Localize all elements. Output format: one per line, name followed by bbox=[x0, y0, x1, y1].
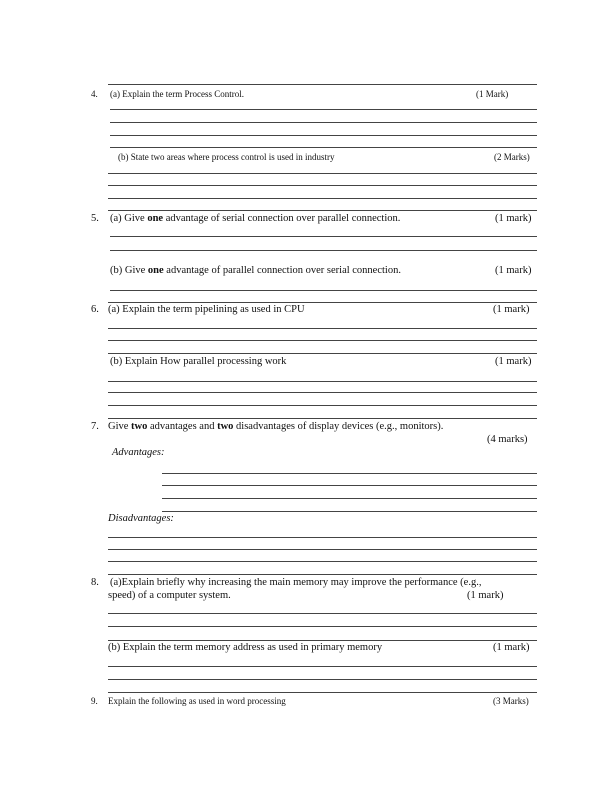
q5b-text: (b) Give one advantage of parallel connection over serial connection. bbox=[110, 265, 401, 276]
q9-marks: (3 Marks) bbox=[493, 696, 529, 706]
answer-line bbox=[108, 340, 537, 341]
q4a-text: (a) Explain the term Process Control. bbox=[110, 89, 244, 99]
q5b-marks: (1 mark) bbox=[495, 265, 532, 276]
q6b-text: (b) Explain How parallel processing work bbox=[110, 356, 287, 367]
answer-line bbox=[108, 210, 537, 211]
q5a-marks: (1 mark) bbox=[495, 213, 532, 224]
answer-line bbox=[110, 250, 537, 251]
answer-line bbox=[110, 109, 537, 110]
q6b-marks: (1 mark) bbox=[495, 356, 532, 367]
q4-number: 4. bbox=[91, 89, 98, 99]
q8a-marks: (1 mark) bbox=[467, 590, 504, 601]
q5-number: 5. bbox=[91, 213, 99, 224]
answer-line bbox=[108, 405, 537, 406]
q9-text: Explain the following as used in word processing bbox=[108, 696, 286, 706]
answer-line bbox=[108, 185, 537, 186]
q6a-marks: (1 mark) bbox=[493, 304, 530, 315]
answer-line bbox=[108, 666, 537, 667]
answer-line bbox=[108, 392, 537, 393]
answer-line bbox=[162, 498, 537, 499]
q7-disadvantages-label: Disadvantages: bbox=[108, 513, 174, 524]
q8-number: 8. bbox=[91, 577, 99, 588]
answer-line bbox=[108, 418, 537, 419]
answer-line bbox=[110, 236, 537, 237]
q9-number: 9. bbox=[91, 696, 98, 706]
answer-line bbox=[108, 84, 537, 85]
answer-line bbox=[108, 198, 537, 199]
q8b-marks: (1 mark) bbox=[493, 642, 530, 653]
q7-marks: (4 marks) bbox=[487, 434, 528, 445]
q8b-text: (b) Explain the term memory address as used in primary memory bbox=[108, 642, 383, 653]
answer-line bbox=[110, 122, 537, 123]
answer-line bbox=[162, 473, 537, 474]
answer-line bbox=[108, 640, 537, 641]
answer-line bbox=[108, 613, 537, 614]
answer-line bbox=[108, 537, 537, 538]
q7-advantages-label: Advantages: bbox=[112, 447, 165, 458]
answer-line bbox=[108, 353, 537, 354]
answer-line bbox=[108, 302, 537, 303]
q7-text: Give two advantages and two disadvantages of display devices (e.g., monitors). bbox=[108, 421, 444, 432]
q6a-text: (a) Explain the term pipelining as used in CPU bbox=[108, 304, 305, 315]
q7-number: 7. bbox=[91, 421, 99, 432]
answer-line bbox=[162, 511, 537, 512]
q5a-text: (a) Give one advantage of serial connection over parallel connection. bbox=[110, 213, 401, 224]
answer-line bbox=[108, 692, 537, 693]
answer-line bbox=[162, 485, 537, 486]
answer-line bbox=[108, 328, 537, 329]
answer-line bbox=[110, 147, 537, 148]
q8a-text-line2: speed) of a computer system. bbox=[108, 590, 231, 601]
q6-number: 6. bbox=[91, 304, 99, 315]
q8a-text-line1: (a)Explain briefly why increasing the main memory may improve the performance (e.g., bbox=[110, 577, 482, 588]
answer-line bbox=[108, 679, 537, 680]
answer-line bbox=[108, 173, 537, 174]
q4b-marks: (2 Marks) bbox=[494, 152, 530, 162]
answer-line bbox=[108, 626, 537, 627]
answer-line bbox=[108, 549, 537, 550]
answer-line bbox=[108, 574, 537, 575]
answer-line bbox=[110, 135, 537, 136]
answer-line bbox=[108, 561, 537, 562]
q4a-marks: (1 Mark) bbox=[476, 89, 509, 99]
q4b-text: (b) State two areas where process control is used in industry bbox=[118, 152, 335, 162]
answer-line bbox=[110, 290, 537, 291]
answer-line bbox=[108, 381, 537, 382]
